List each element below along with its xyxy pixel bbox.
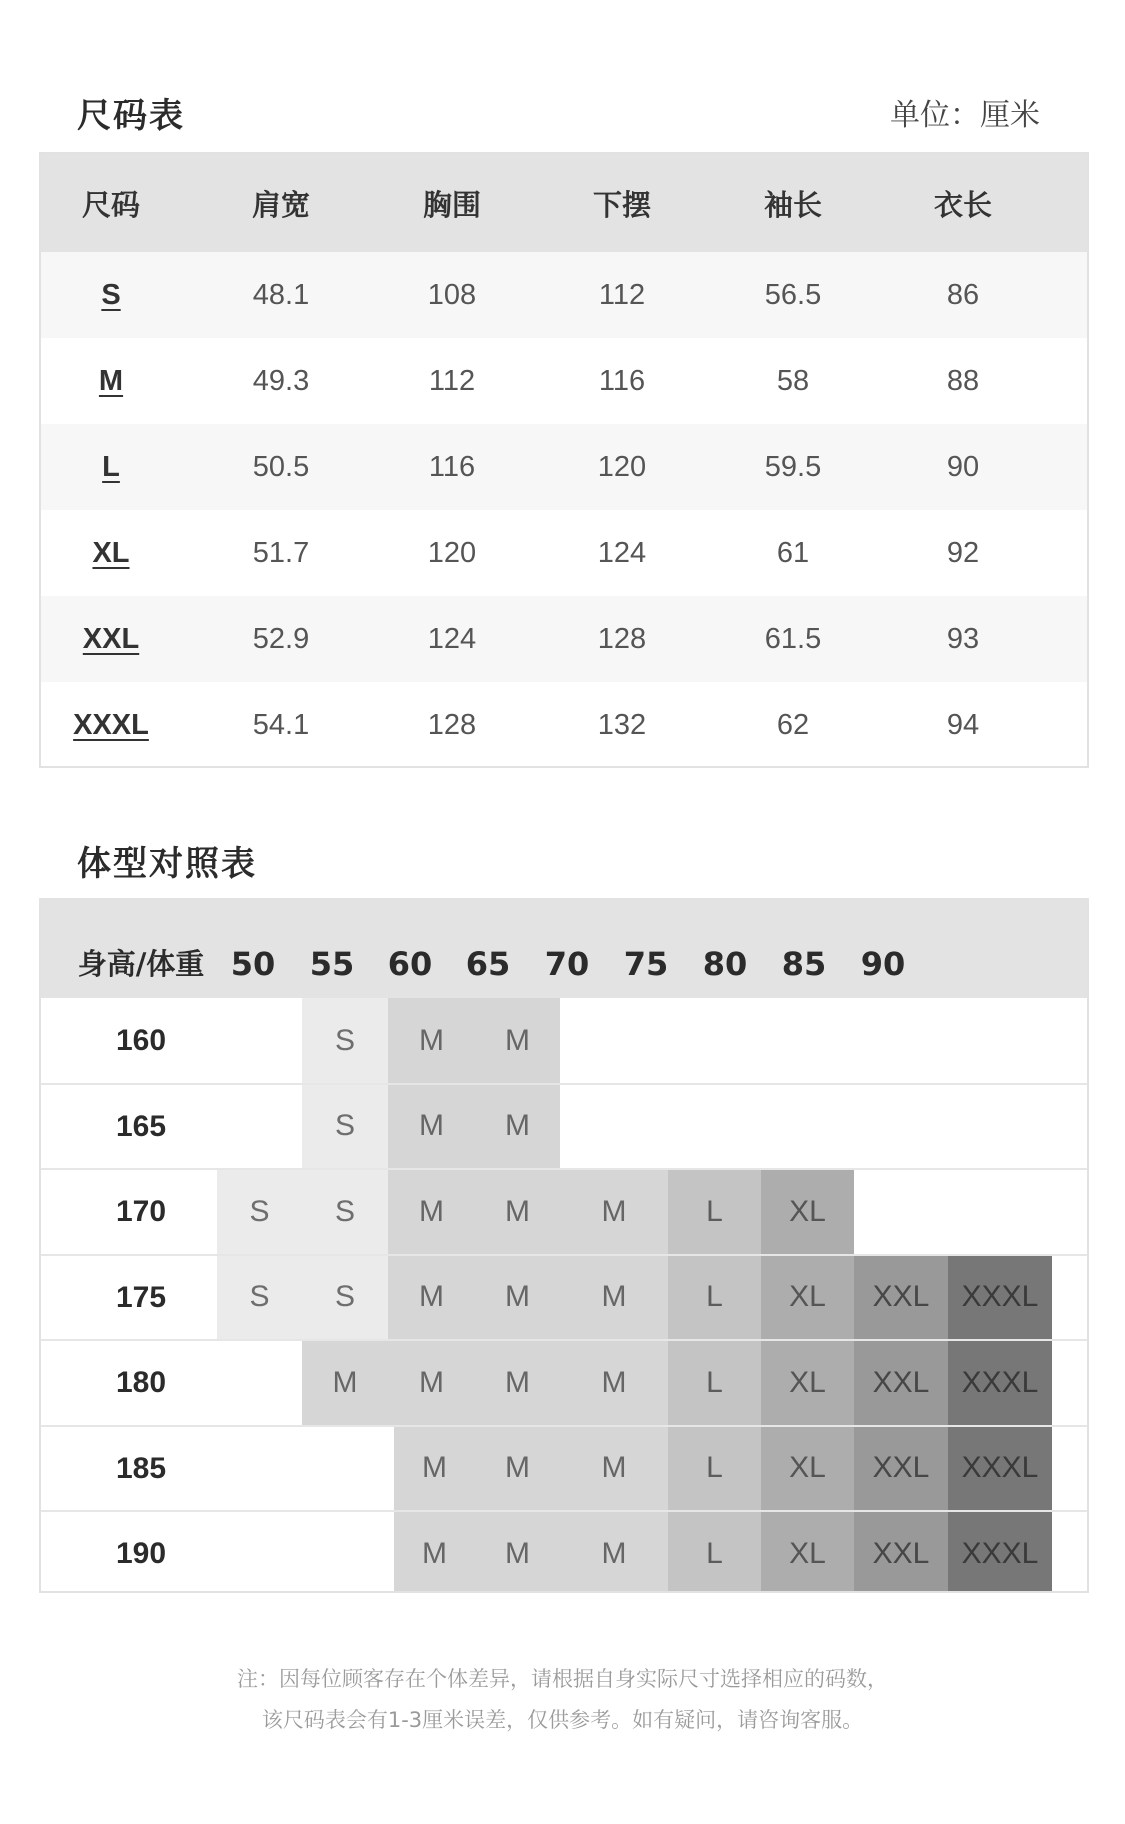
size-cell-size: M xyxy=(98,364,124,397)
size-recommendation-cell: L xyxy=(668,1340,761,1426)
size-recommendation-cell: XXL xyxy=(854,1426,948,1512)
row-divider xyxy=(41,1254,1087,1256)
size-cell-hem: 128 xyxy=(597,622,647,655)
size-recommendation-cell: L xyxy=(668,1511,761,1593)
size-cell-chest: 128 xyxy=(427,708,477,741)
size-cell-hem: 116 xyxy=(598,364,646,397)
size-cell-hem: 120 xyxy=(597,450,647,483)
size-cell-hem: 124 xyxy=(597,536,647,569)
weight-header: 65 xyxy=(465,945,511,983)
size-row xyxy=(41,682,1087,768)
body-chart-header-row xyxy=(41,900,1087,998)
height-label: 160 xyxy=(115,1024,167,1057)
size-row xyxy=(41,596,1087,682)
size-recommendation-cell: XXL xyxy=(854,1340,948,1426)
size-recommendation-cell: S xyxy=(302,998,388,1084)
size-recommendation-cell: XL xyxy=(761,1426,854,1512)
weight-header: 80 xyxy=(702,945,748,983)
size-recommendation-cell: M xyxy=(394,1511,475,1593)
height-label: 185 xyxy=(115,1451,167,1485)
size-recommendation-cell: M xyxy=(475,1426,560,1512)
size-cell-shoulder: 52.9 xyxy=(252,622,310,655)
height-label: 165 xyxy=(115,1109,167,1143)
size-recommendation-cell: M xyxy=(560,1426,668,1512)
height-label: 180 xyxy=(115,1366,167,1399)
size-cell-sleeve: 59.5 xyxy=(764,450,822,483)
size-recommendation-cell: S xyxy=(302,1169,388,1255)
size-cell-length: 88 xyxy=(946,364,980,397)
size-cell-shoulder: 50.5 xyxy=(252,450,310,483)
note-line-2: 该尺码表会有1-3厘米误差，仅供参考。如有疑问，请咨询客服。 xyxy=(261,1708,864,1732)
size-cell-shoulder: 48.1 xyxy=(252,278,310,311)
unit-label: 单位：厘米 xyxy=(890,98,1040,133)
size-cell-length: 90 xyxy=(946,450,980,483)
size-recommendation-cell: M xyxy=(388,1084,475,1170)
note-line-1: 注：因每位顾客存在个体差异，请根据自身实际尺寸选择相应的码数， xyxy=(237,1667,888,1691)
weight-header: 70 xyxy=(544,945,590,983)
size-cell-length: 93 xyxy=(946,622,980,655)
size-row xyxy=(41,252,1087,338)
size-recommendation-cell: XXXL xyxy=(948,1255,1052,1341)
size-recommendation-cell: M xyxy=(560,1340,668,1426)
row-divider xyxy=(41,1339,1087,1341)
size-cell-hem: 132 xyxy=(597,708,647,741)
weight-header: 50 xyxy=(230,945,276,983)
size-recommendation-cell: M xyxy=(475,1511,560,1593)
size-cell-sleeve: 61 xyxy=(776,536,810,569)
size-cell-sleeve: 61.5 xyxy=(764,622,822,655)
height-label: 190 xyxy=(115,1537,167,1570)
header-hem: 下摆 xyxy=(592,187,651,222)
size-cell-hem: 112 xyxy=(598,278,646,311)
size-recommendation-cell: L xyxy=(668,1169,761,1255)
size-recommendation-cell: L xyxy=(668,1255,761,1341)
size-cell-chest: 120 xyxy=(427,536,477,569)
body-chart-title: 体型对照表 xyxy=(77,844,257,884)
header-sleeve: 袖长 xyxy=(763,187,822,222)
size-recommendation-cell: L xyxy=(668,1426,761,1512)
size-recommendation-cell: XL xyxy=(761,1511,854,1593)
size-recommendation-cell: M xyxy=(475,1084,560,1170)
size-recommendation-cell: S xyxy=(217,1169,302,1255)
size-cell-chest: 108 xyxy=(427,278,477,311)
size-recommendation-cell: M xyxy=(560,1511,668,1593)
row-divider xyxy=(41,1168,1087,1170)
corner-label: 身高/体重 xyxy=(77,947,205,981)
size-recommendation-cell: XXL xyxy=(854,1255,948,1341)
size-cell-shoulder: 49.3 xyxy=(252,364,310,397)
size-recommendation-cell: XXXL xyxy=(948,1511,1052,1593)
weight-header: 75 xyxy=(623,945,669,983)
size-cell-length: 86 xyxy=(946,278,980,311)
size-recommendation-cell: M xyxy=(388,1169,475,1255)
size-recommendation-cell: M xyxy=(475,1340,560,1426)
weight-header: 90 xyxy=(860,945,906,983)
header-shoulder: 肩宽 xyxy=(251,187,310,222)
size-cell-length: 92 xyxy=(946,536,980,569)
size-cell-size: XXXL xyxy=(73,708,149,741)
size-recommendation-cell: S xyxy=(302,1255,388,1341)
size-cell-size: XL xyxy=(92,536,130,569)
size-cell-chest: 112 xyxy=(428,364,476,397)
size-recommendation-cell: M xyxy=(388,998,475,1084)
size-row xyxy=(41,424,1087,510)
size-recommendation-cell: M xyxy=(560,1255,668,1341)
height-label: 175 xyxy=(115,1280,167,1314)
size-recommendation-cell: M xyxy=(475,1169,560,1255)
size-row xyxy=(41,338,1087,424)
size-recommendation-cell: S xyxy=(217,1255,302,1341)
size-recommendation-cell: XXXL xyxy=(948,1340,1052,1426)
size-recommendation-cell: S xyxy=(302,1084,388,1170)
size-recommendation-cell: XL xyxy=(761,1340,854,1426)
size-cell-length: 94 xyxy=(946,708,980,741)
header-chest: 胸围 xyxy=(422,187,481,222)
size-cell-sleeve: 62 xyxy=(776,708,810,741)
size-cell-chest: 116 xyxy=(428,450,476,483)
size-recommendation-cell: XXL xyxy=(854,1511,948,1593)
size-cell-chest: 124 xyxy=(427,622,477,655)
size-recommendation-cell: XL xyxy=(761,1169,854,1255)
size-recommendation-cell: M xyxy=(388,1340,475,1426)
size-cell-size: L xyxy=(102,450,120,483)
height-label: 170 xyxy=(115,1195,167,1228)
size-chart-title: 尺码表 xyxy=(77,96,185,136)
size-chart-header-row xyxy=(41,154,1087,252)
size-cell-sleeve: 56.5 xyxy=(764,278,822,311)
size-recommendation-cell: M xyxy=(560,1169,668,1255)
size-recommendation-cell: XXXL xyxy=(948,1426,1052,1512)
size-cell-size: S xyxy=(101,278,121,311)
weight-header: 85 xyxy=(781,945,827,983)
header-size: 尺码 xyxy=(81,187,140,222)
size-recommendation-cell: M xyxy=(302,1340,388,1426)
weight-header: 55 xyxy=(309,945,355,983)
size-row xyxy=(41,510,1087,596)
header-length: 衣长 xyxy=(933,187,992,222)
row-divider xyxy=(41,1425,1087,1427)
size-cell-sleeve: 58 xyxy=(776,364,810,397)
size-cell-size: XXL xyxy=(82,622,140,655)
size-recommendation-cell: M xyxy=(475,998,560,1084)
size-recommendation-cell: XL xyxy=(761,1255,854,1341)
weight-header: 60 xyxy=(387,945,433,983)
size-recommendation-cell: M xyxy=(388,1255,475,1341)
size-chart-table xyxy=(39,152,1089,768)
size-recommendation-cell: M xyxy=(475,1255,560,1341)
row-divider xyxy=(41,1083,1087,1085)
body-chart-table xyxy=(39,898,1089,1593)
size-cell-shoulder: 51.7 xyxy=(252,536,310,569)
size-recommendation-cell: M xyxy=(394,1426,475,1512)
size-cell-shoulder: 54.1 xyxy=(252,708,310,741)
row-divider xyxy=(41,1510,1087,1512)
